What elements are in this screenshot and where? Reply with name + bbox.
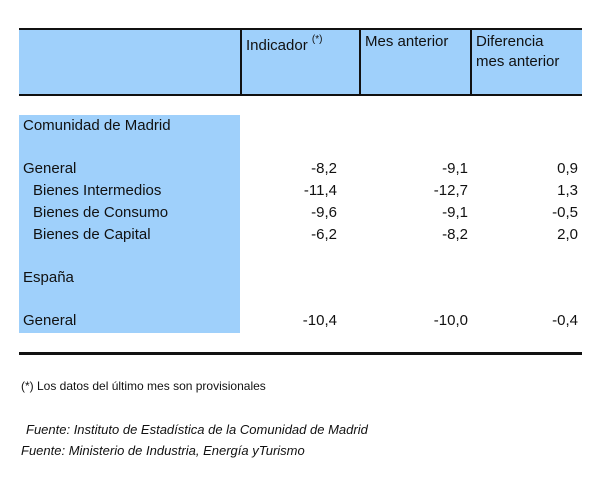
table-row — [19, 224, 582, 246]
cell-mes-anterior: -12,7 — [433, 182, 468, 199]
header-mes-anterior-label: Mes anterior — [365, 33, 449, 50]
cell-diferencia: 0,9 — [557, 160, 578, 177]
section-label: España — [23, 269, 74, 286]
cell-mes-anterior: -8,2 — [442, 226, 468, 243]
cell-diferencia: 1,3 — [557, 182, 578, 199]
cell-diferencia: -0,5 — [552, 204, 578, 221]
header-mes-anterior — [359, 30, 471, 94]
row-label: General — [23, 312, 77, 329]
table-row — [19, 202, 582, 224]
header-diferencia — [470, 30, 582, 94]
table-row — [19, 310, 582, 332]
cell-mes-anterior: -9,1 — [442, 160, 468, 177]
row-label: General — [23, 160, 77, 177]
row-label: Bienes Intermedios — [33, 182, 162, 199]
table-row — [19, 180, 582, 202]
header-indicador — [240, 30, 360, 94]
row-label: Bienes de Capital — [33, 226, 151, 243]
cell-diferencia: 2,0 — [557, 226, 578, 243]
bottom-rule — [19, 352, 582, 355]
header-indicador-label: Indicador — [246, 37, 308, 54]
cell-mes-anterior: -10,0 — [433, 312, 468, 329]
source-line: Fuente: Instituto de Estadística de la Comunidad de Madrid — [26, 422, 368, 437]
row-label: Bienes de Consumo — [33, 204, 169, 221]
section-heading-madrid — [19, 115, 582, 137]
cell-indicador: -9,6 — [311, 204, 337, 221]
header-diferencia-line2: mes anterior — [476, 53, 560, 70]
cell-indicador: -8,2 — [311, 160, 337, 177]
section-heading-espana — [19, 267, 582, 289]
header-indicador-mark: (*) — [311, 34, 323, 45]
table-header — [19, 30, 582, 96]
table-row — [19, 158, 582, 180]
header-diferencia-line1: Diferencia — [476, 33, 544, 50]
cell-indicador: -10,4 — [302, 312, 337, 329]
cell-diferencia: -0,4 — [552, 312, 578, 329]
cell-indicador: -6,2 — [311, 226, 337, 243]
section-label: Comunidad de Madrid — [23, 117, 171, 134]
source-line: Fuente: Ministerio de Industria, Energía yTurismo — [21, 443, 305, 458]
cell-indicador: -11,4 — [303, 182, 337, 199]
footnote: (*) Los datos del último mes son provisionales — [21, 379, 266, 393]
cell-mes-anterior: -9,1 — [442, 204, 468, 221]
